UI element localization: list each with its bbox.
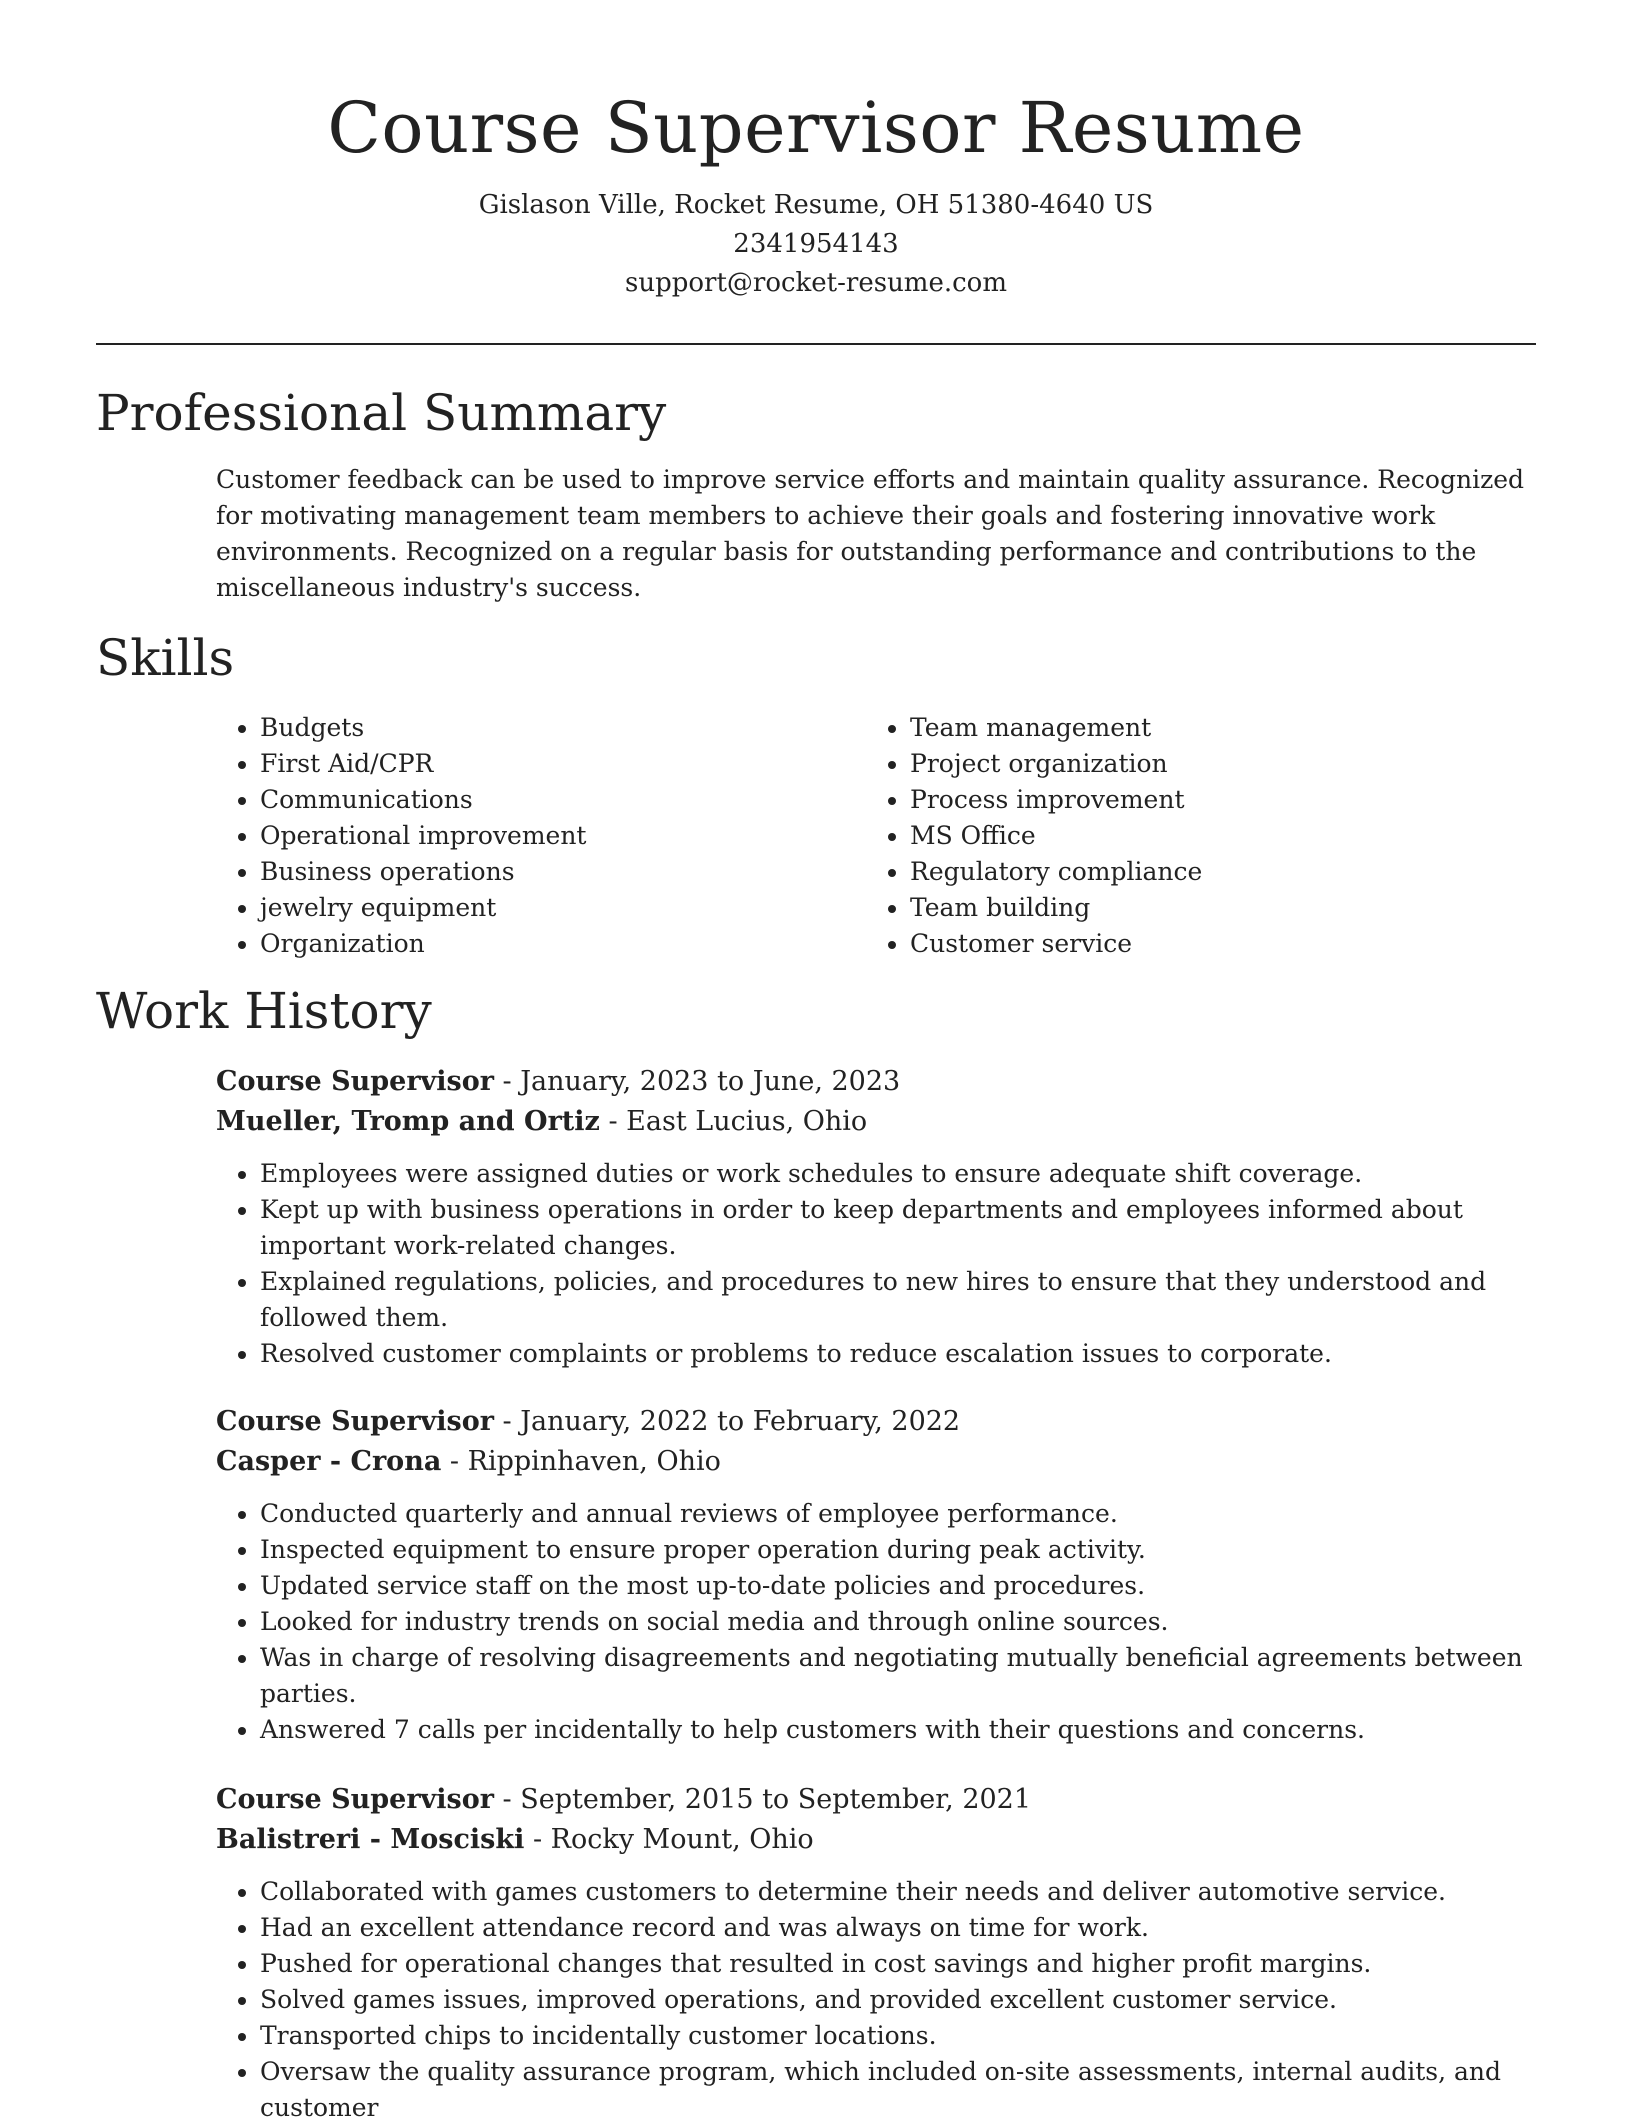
skill-item: • Regulatory compliance	[910, 854, 1570, 890]
job-company: Balistreri - Mosciski	[216, 1824, 525, 1855]
job-duties-list	[216, 1874, 1536, 2126]
job-title: Course Supervisor	[216, 1066, 494, 1097]
skill-item: • Team building	[910, 890, 1570, 926]
skill-item: • Budgets	[260, 710, 900, 746]
job-location: - Rippinhaven, Ohio	[441, 1446, 721, 1477]
job-company-line	[216, 1102, 1536, 1142]
skill-item: • Organization	[260, 926, 900, 962]
job-duty: • Explained regulations, policies, and procedures to new hires to ensure that they understood and followed them.	[260, 1264, 1536, 1336]
job-duty: • Resolved customer complaints or problems to reduce escalation issues to corporate.	[260, 1336, 1536, 1372]
contact-phone: 2341954143	[733, 229, 899, 259]
job-entry	[216, 1402, 1536, 1748]
contact-email[interactable]: support@rocket-resume.com	[624, 268, 1007, 298]
resume-header	[0, 80, 1632, 303]
job-duty: • Updated service staff on the most up-to-date policies and procedures.	[260, 1568, 1536, 1604]
resume-title: Course Supervisor Resume	[327, 87, 1305, 169]
job-duties-list	[216, 1496, 1536, 1748]
job-company-line	[216, 1442, 1536, 1482]
job-entry	[216, 1780, 1536, 2126]
job-dates: - January, 2023 to June, 2023	[493, 1066, 901, 1097]
skill-item: • Customer service	[910, 926, 1570, 962]
contact-address: Gislason Ville, Rocket Resume, OH 51380-4640 US	[478, 190, 1154, 220]
skill-item: • Project organization	[910, 746, 1570, 782]
skills-heading: Skills	[96, 629, 235, 687]
skills-list-right	[866, 710, 1570, 962]
job-duty: • Had an excellent attendance record and was always on time for work.	[260, 1910, 1536, 1946]
job-title-line	[216, 1062, 1536, 1102]
skill-item: • Operational improvement	[260, 818, 900, 854]
job-duty: • Employees were assigned duties or work schedules to ensure adequate shift coverage.	[260, 1156, 1536, 1192]
job-duty: • Looked for industry trends on social media and through online sources.	[260, 1604, 1536, 1640]
header-divider	[96, 343, 1536, 345]
job-duty: • Conducted quarterly and annual reviews of employee performance.	[260, 1496, 1536, 1532]
job-company: Casper - Crona	[216, 1446, 442, 1477]
skill-item: • Team management	[910, 710, 1570, 746]
job-entry	[216, 1062, 1536, 1372]
job-duty: • Transported chips to incidentally customer locations.	[260, 2018, 1536, 2054]
job-duties-list	[216, 1156, 1536, 1372]
job-duty: • Collaborated with games customers to determine their needs and deliver automotive service.	[260, 1874, 1536, 1910]
skill-item: • MS Office	[910, 818, 1570, 854]
work-history-heading: Work History	[96, 982, 432, 1040]
job-company-line	[216, 1820, 1536, 1860]
skill-item: • jewelry equipment	[260, 890, 900, 926]
job-duty: • Pushed for operational changes that resulted in cost savings and higher profit margins.	[260, 1946, 1536, 1982]
job-location: - East Lucius, Ohio	[599, 1106, 868, 1137]
job-duty: • Oversaw the quality assurance program, which included on-site assessments, internal audits, and customer	[260, 2054, 1536, 2126]
skill-item: • Process improvement	[910, 782, 1570, 818]
job-duty: • Solved games issues, improved operations, and provided excellent customer service.	[260, 1982, 1536, 2018]
summary-heading: Professional Summary	[96, 384, 667, 442]
job-title-line	[216, 1780, 1536, 1820]
job-duty: • Was in charge of resolving disagreements and negotiating mutually beneficial agreements between parties.	[260, 1640, 1536, 1712]
job-title: Course Supervisor	[216, 1406, 494, 1437]
job-dates: - September, 2015 to September, 2021	[493, 1784, 1032, 1815]
job-dates: - January, 2022 to February, 2022	[493, 1406, 961, 1437]
job-duty: • Inspected equipment to ensure proper operation during peak activity.	[260, 1532, 1536, 1568]
skill-item: • First Aid/CPR	[260, 746, 900, 782]
job-company: Mueller, Tromp and Ortiz	[216, 1106, 600, 1137]
skill-item: • Business operations	[260, 854, 900, 890]
job-title-line	[216, 1402, 1536, 1442]
job-title: Course Supervisor	[216, 1784, 494, 1815]
job-duty: • Answered 7 calls per incidentally to help customers with their questions and concerns.	[260, 1712, 1536, 1748]
summary-text: Customer feedback can be used to improve service efforts and maintain quality assurance. Recognized for motivating management team members to achieve their goals and fostering innovative work environments. Recognized on a regular basis for outstanding performance and contributions to the miscellaneous industry's success.	[216, 465, 1525, 602]
skill-item: • Communications	[260, 782, 900, 818]
job-duty: • Kept up with business operations in order to keep departments and employees informed about important work-related changes.	[260, 1192, 1536, 1264]
job-location: - Rocky Mount, Ohio	[524, 1824, 814, 1855]
skills-list-left	[216, 710, 900, 962]
